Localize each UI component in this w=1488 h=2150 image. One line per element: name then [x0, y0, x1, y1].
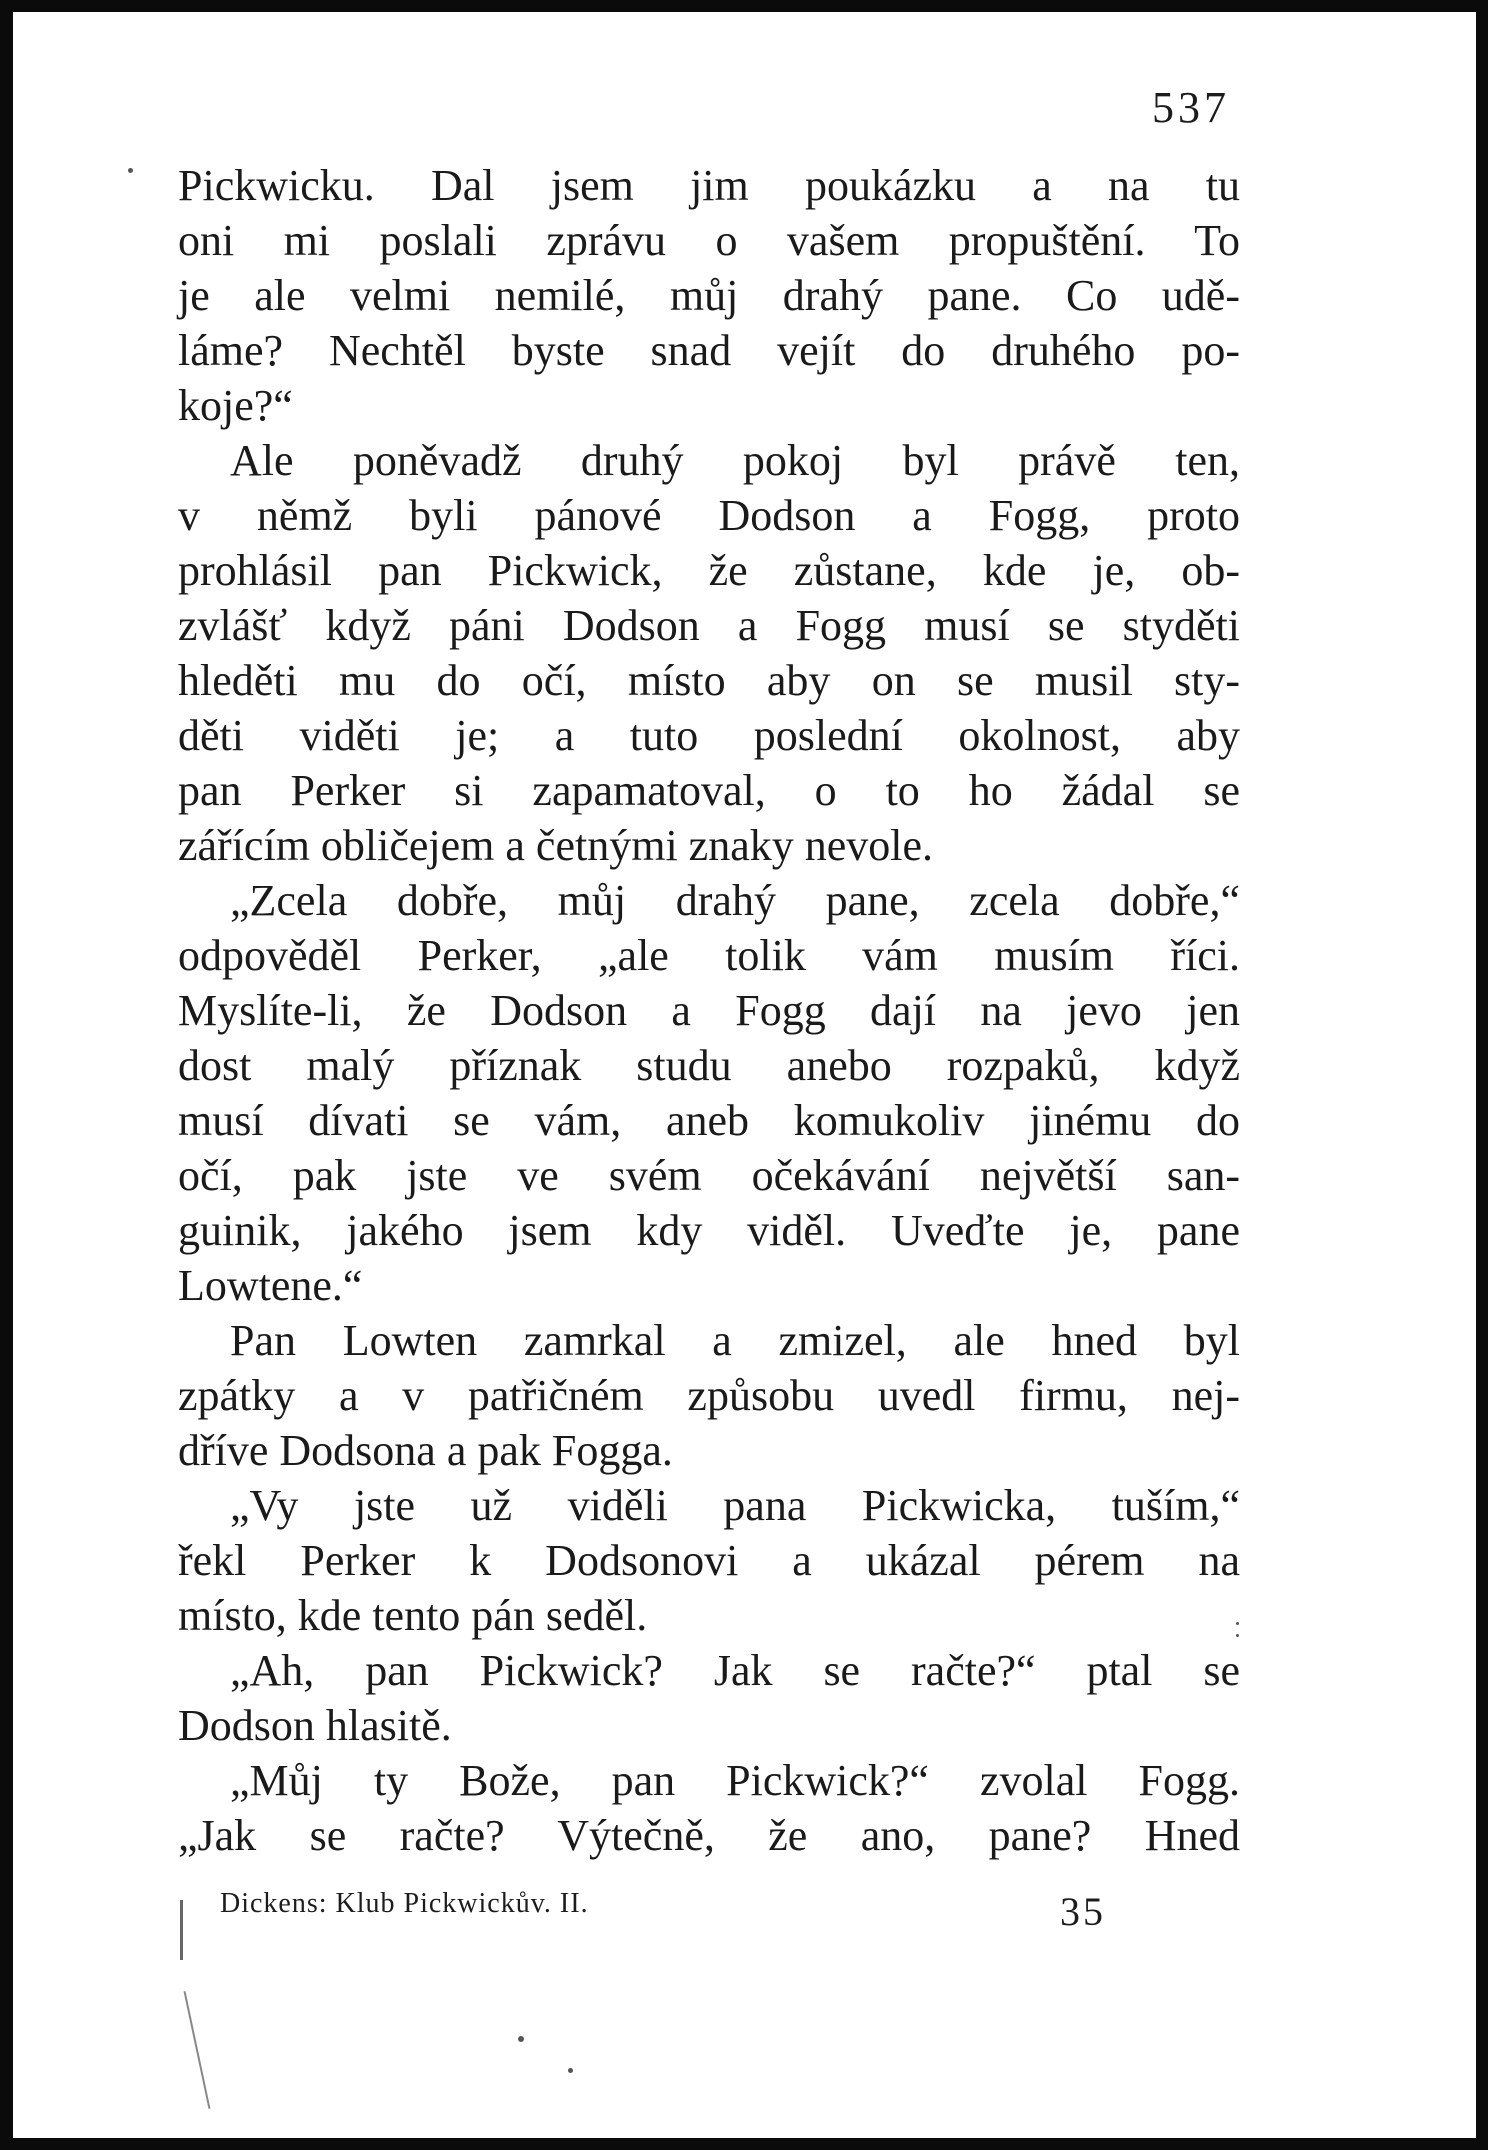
text-line: děti viděti je; a tuto poslední okolnost, aby	[178, 711, 1240, 760]
text-line: pan Perker si zapamatoval, o to ho žádal se	[178, 766, 1240, 815]
text-line: dříve Dodsona a pak Fogga.	[178, 1426, 673, 1475]
gutter-shadow	[180, 1900, 183, 1960]
text-line: zvlášť když páni Dodson a Fogg musí se styděti	[178, 601, 1240, 650]
text-line: „Ah, pan Pickwick? Jak se račte?“ ptal se	[230, 1646, 1240, 1695]
text-line: v němž byli pánové Dodson a Fogg, proto	[178, 491, 1240, 540]
text-line: prohlásil pan Pickwick, že zůstane, kde je, ob-	[178, 546, 1240, 595]
text-line: guinik, jakého jsem kdy viděl. Uveďte je, pane	[178, 1206, 1240, 1255]
paragraph	[178, 1643, 1240, 1753]
paragraph	[178, 433, 1240, 873]
text-line: očí, pak jste ve svém očekávání největší san-	[178, 1151, 1240, 1200]
text-line: místo, kde tento pán seděl.	[178, 1591, 648, 1640]
text-line: musí dívati se vám, aneb komukoliv jinému do	[178, 1096, 1240, 1145]
text-line: řekl Perker k Dodsonovi a ukázal pérem na	[178, 1536, 1240, 1585]
text-line: zpátky a v patřičném způsobu uvedl firmu, nej-	[178, 1371, 1240, 1420]
paragraph	[178, 873, 1240, 1313]
text-line: odpověděl Perker, „ale tolik vám musím říci.	[178, 931, 1240, 980]
paragraph	[178, 158, 1240, 433]
footer-signature: Dickens: Klub Pickwickův. II.	[220, 1888, 589, 1919]
scan-speck	[518, 2036, 524, 2042]
text-line: oni mi poslali zprávu o vašem propuštění. To	[178, 216, 1240, 265]
text-line: „Vy jste už viděli pana Pickwicka, tuším,“	[230, 1481, 1240, 1530]
paragraph	[178, 1478, 1240, 1643]
text-line: „Jak se račte? Výtečně, že ano, pane? Hned	[178, 1811, 1240, 1860]
text-line: „Zcela dobře, můj drahý pane, zcela dobře,“	[230, 876, 1240, 925]
scan-border-bottom	[0, 2138, 1488, 2150]
text-line: zářícím obličejem a četnými znaky nevole.	[178, 821, 934, 870]
text-line: je ale velmi nemilé, můj drahý pane. Co udě-	[178, 271, 1240, 320]
text-line: Dodson hlasitě.	[178, 1701, 452, 1750]
text-line: Myslíte-li, že Dodson a Fogg dají na jevo jen	[178, 986, 1240, 1035]
text-line: Pan Lowten zamrkal a zmizel, ale hned byl	[230, 1316, 1240, 1365]
page-number: 537	[1152, 83, 1230, 132]
scan-border-right	[1476, 0, 1488, 2150]
text-line: koje?“	[178, 381, 293, 430]
text-line: hleděti mu do očí, místo aby on se musil sty-	[178, 656, 1240, 705]
text-line: láme? Nechtěl byste snad vejít do druhého po-	[178, 326, 1240, 375]
text-line: Ale poněvadž druhý pokoj byl právě ten,	[230, 436, 1240, 485]
paragraph	[178, 1313, 1240, 1478]
scan-border-left	[0, 0, 13, 2150]
gutter-shadow	[184, 1991, 211, 2109]
scan-speck	[128, 168, 133, 173]
footer-sheet-number: 35	[1060, 1889, 1106, 1934]
scan-speck	[568, 2068, 573, 2073]
body-text	[178, 158, 1240, 1863]
text-line: „Můj ty Bože, pan Pickwick?“ zvolal Fogg.	[230, 1756, 1240, 1805]
text-line: Lowtene.“	[178, 1261, 363, 1310]
paragraph	[178, 1753, 1240, 1863]
text-line: Pickwicku. Dal jsem jim poukázku a na tu	[178, 161, 1240, 210]
scan-border-top	[0, 0, 1488, 12]
text-line: dost malý příznak studu anebo rozpaků, když	[178, 1041, 1240, 1090]
